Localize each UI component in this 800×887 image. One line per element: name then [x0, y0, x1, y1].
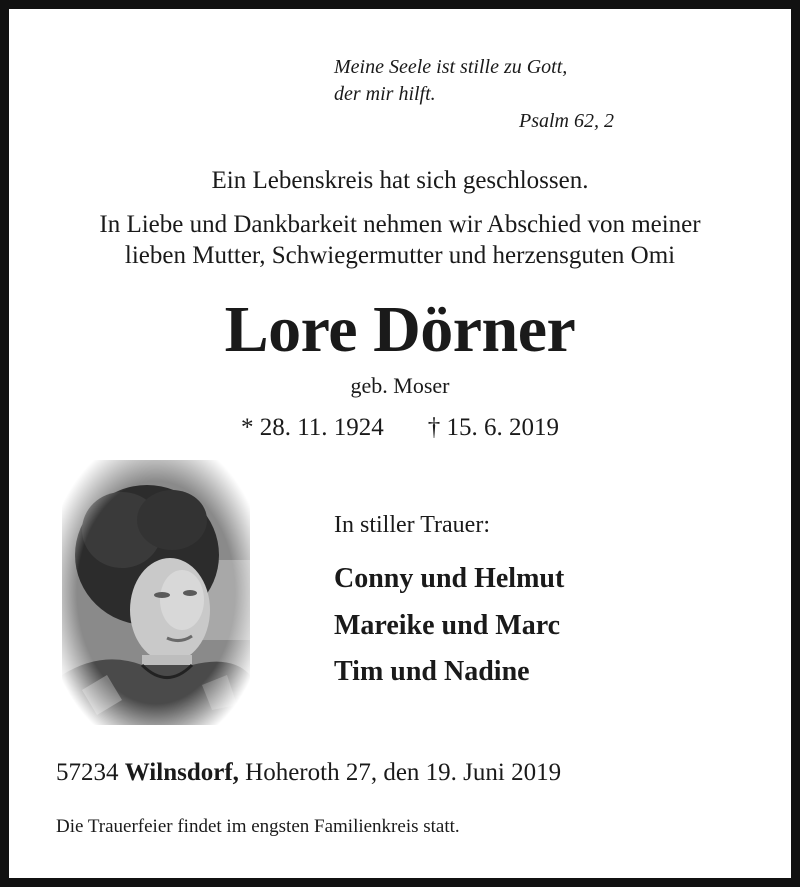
tribute-text: [0, 209, 800, 271]
death-date: † 15. 6. 2019: [427, 414, 560, 441]
town-name: Wilnsdorf,: [124, 759, 239, 786]
maiden-name: geb. Moser: [350, 373, 450, 398]
funeral-note: Die Trauerfeier findet im engsten Familienkreis statt.: [56, 816, 460, 837]
verse-line-1: Meine Seele ist stille zu Gott,: [334, 56, 568, 78]
verse-reference: Psalm 62, 2: [519, 110, 614, 132]
mourning-heading: In stiller Trauer:: [334, 512, 490, 538]
tribute-line-2: lieben Mutter, Schwiegermutter und herzensguten Omi: [124, 242, 676, 269]
mourners-list: [334, 556, 564, 696]
mourner-name: Tim und Nadine: [334, 656, 530, 687]
address-line: [56, 757, 561, 789]
address-rest: Hoheroth 27, den 19. Juni 2019: [245, 759, 562, 786]
mourner-name: Mareike und Marc: [334, 609, 561, 641]
portrait-photo: [62, 460, 250, 725]
deceased-name: Lore Dörner: [224, 293, 576, 366]
life-dates: [0, 412, 800, 444]
tribute-line-1: In Liebe und Dankbarkeit nehmen wir Abschied von meiner: [99, 211, 701, 238]
birth-date: * 28. 11. 1924: [240, 414, 384, 441]
verse-line-2: der mir hilft.: [334, 83, 436, 105]
bible-verse: [334, 54, 614, 135]
intro-text: Ein Lebenskreis hat sich geschlossen.: [211, 167, 589, 194]
zip-code: 57234: [56, 759, 119, 786]
mourner-name: Conny und Helmut: [334, 563, 565, 594]
